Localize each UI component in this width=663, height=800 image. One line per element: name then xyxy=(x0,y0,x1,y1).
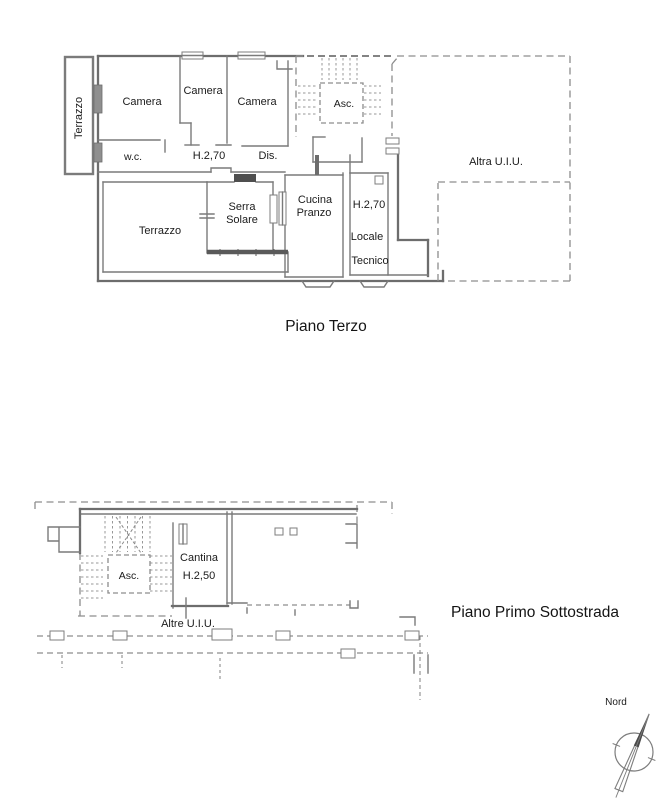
room-label-locale-line1: Locale xyxy=(350,231,384,243)
room-label-cucina-line2: Pranzo xyxy=(296,207,332,219)
room-label-locale-line2: Tecnico xyxy=(351,255,389,267)
label-altezza-locale: H.2,70 xyxy=(352,199,386,211)
floor-caption-piano-terzo: Piano Terzo xyxy=(285,318,367,335)
room-label-ascensore: Asc. xyxy=(333,98,355,110)
piano-terzo-labels xyxy=(73,85,523,267)
room-label-cantina-line1: Cantina xyxy=(180,552,218,564)
floor-caption-piano-sottostrada: Piano Primo Sottostrada xyxy=(450,604,620,621)
altra-uiu-boundary xyxy=(397,56,570,281)
room-label-camera-3: Camera xyxy=(237,96,277,108)
north-label: Nord xyxy=(605,697,627,708)
apartment-outer-walls xyxy=(98,56,443,281)
room-label-terrazzo: Terrazzo xyxy=(138,225,182,237)
room-label-serra-line1: Serra xyxy=(228,201,256,213)
label-altezza-corridoio: H.2,70 xyxy=(192,150,226,162)
sottostrada-stairs xyxy=(81,516,172,598)
piano-sottostrada-plan xyxy=(35,502,619,700)
label-altre-uiu: Altre U.I.U. xyxy=(161,618,215,630)
label-altra-uiu: Altra U.I.U. xyxy=(469,156,523,168)
compass xyxy=(595,697,663,800)
piano-terzo-plan xyxy=(65,52,570,335)
stairwell xyxy=(296,56,398,137)
sottostrada-lower-colonnade xyxy=(37,617,428,700)
room-label-camera-2: Camera xyxy=(183,85,223,97)
piano-sottostrada-labels xyxy=(119,552,219,630)
room-label-ascensore-sottostrada: Asc. xyxy=(118,570,140,582)
room-label-wc: w.c. xyxy=(123,151,143,163)
room-label-disimpegno: Dis. xyxy=(258,150,278,162)
room-label-serra-line2: Solare xyxy=(226,214,258,226)
room-label-cucina-line1: Cucina xyxy=(297,194,333,206)
room-label-camera-1: Camera xyxy=(122,96,162,108)
room-label-cantina-line2: H.2,50 xyxy=(182,570,216,582)
room-label-terrazzo-strip: Terrazzo xyxy=(73,96,85,140)
apartment-inner-walls xyxy=(98,56,428,277)
